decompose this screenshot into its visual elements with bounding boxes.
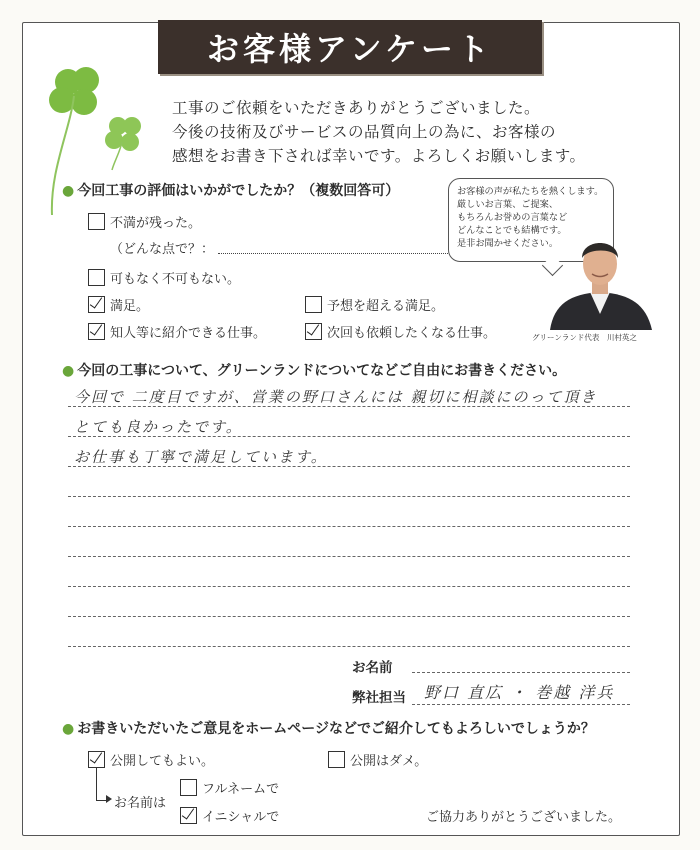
bubble-line: どんなことでも結構です。 (457, 225, 567, 236)
option-label: 公開してもよい。 (110, 754, 215, 769)
q2-heading-text: 今回の工事について、グリーンランドについてなどご自由にお書きください。 (77, 363, 567, 379)
page-title: お客様アンケート (206, 30, 494, 68)
staff-handwritten: 野口 直広 ・ 巻越 洋兵 (424, 683, 615, 702)
intro-line: 工事のご依頼をいただきありがとうございました。 (172, 99, 541, 117)
reason-field[interactable] (110, 238, 465, 257)
q3-heading-text: お書きいただいたご意見をホームページなどでご紹介してもよろしいでしょうか？ (77, 721, 595, 737)
q3-heading (62, 718, 595, 738)
option-neutral[interactable] (88, 268, 240, 287)
title-banner (158, 20, 542, 74)
option-dissatisfied[interactable] (88, 212, 201, 231)
option-satisfied[interactable] (88, 295, 149, 314)
handwritten-answer: とても良かったです。 (74, 418, 243, 436)
option-label: フルネームで (202, 782, 280, 797)
checkbox-checked[interactable] (180, 807, 197, 824)
option-label: 公開はダメ。 (350, 754, 428, 769)
option-label: 知人等に紹介できる仕事。 (110, 326, 267, 341)
reason-input-line[interactable] (218, 238, 448, 254)
reason-prefix: （どんな点で？： (110, 242, 215, 257)
staff-label: 弊社担当 (352, 690, 406, 706)
photo-caption: グリーンランド代表 川村英之 (532, 333, 637, 342)
option-publish-ng[interactable] (328, 750, 427, 769)
checkbox[interactable] (328, 751, 345, 768)
handwritten-answer: お仕事も丁寧で満足しています。 (74, 448, 328, 466)
name-as-label: お名前は (114, 796, 167, 811)
handwritten-answer: 今回で 二度目ですが、営業の野口さんには 親切に相談にのって頂き (74, 388, 598, 406)
arrow-right-icon (106, 795, 112, 803)
checkbox-checked[interactable] (305, 323, 322, 340)
option-repeat[interactable] (305, 322, 496, 341)
bubble-line: 厳しいお言葉、ご提案、 (457, 199, 559, 210)
q2-heading (62, 360, 566, 380)
option-publish-ok[interactable] (88, 750, 214, 769)
answer-line (68, 526, 630, 527)
option-label: 不満が残った。 (110, 216, 202, 231)
checkbox[interactable] (88, 213, 105, 230)
checkbox[interactable] (305, 296, 322, 313)
checkbox[interactable] (88, 269, 105, 286)
bullet-icon: ● (62, 183, 75, 199)
q1-heading-text: 今回工事の評価はいかがでしたか？（複数回答可） (77, 183, 400, 199)
option-label: 可もなく不可もない。 (110, 272, 241, 287)
name-label: お名前 (352, 660, 393, 676)
option-recommend[interactable] (88, 322, 266, 341)
option-label: 満足。 (110, 299, 150, 314)
intro-line: 今後の技術及びサービスの品質向上の為に、お客様の (172, 123, 557, 141)
thanks-text: ご協力ありがとうございました。 (426, 810, 622, 825)
checkbox-checked[interactable] (88, 296, 105, 313)
checkbox-checked[interactable] (88, 751, 105, 768)
answer-line (68, 616, 630, 617)
bubble-line: お客様の声が私たちを熱くします。 (457, 186, 604, 197)
bubble-line: 是非お聞かせください。 (457, 238, 559, 249)
staff-input-line[interactable] (412, 704, 630, 705)
checkbox-checked[interactable] (88, 323, 105, 340)
answer-line (68, 496, 630, 497)
clover-small-icon (100, 112, 150, 172)
intro-text (172, 96, 642, 168)
name-input-line[interactable] (412, 672, 630, 673)
q1-heading (62, 180, 399, 200)
option-fullname[interactable] (180, 778, 279, 797)
bullet-icon: ● (62, 721, 75, 737)
option-label: 予想を超える満足。 (327, 299, 445, 314)
bubble-line: もちろんお誉めの言葉など (457, 212, 568, 223)
bullet-icon: ● (62, 363, 75, 379)
option-label: 次回も依頼したくなる仕事。 (327, 326, 497, 341)
intro-line: 感想をお書き下されば幸いです。よろしくお願いします。 (172, 147, 586, 165)
option-beyond-expectation[interactable] (305, 295, 444, 314)
representative-photo (540, 222, 660, 330)
answer-line (68, 586, 630, 587)
option-initials[interactable] (180, 806, 279, 825)
checkbox[interactable] (180, 779, 197, 796)
option-label: イニシャルで (202, 810, 280, 825)
answer-line (68, 646, 630, 647)
answer-line (68, 556, 630, 557)
